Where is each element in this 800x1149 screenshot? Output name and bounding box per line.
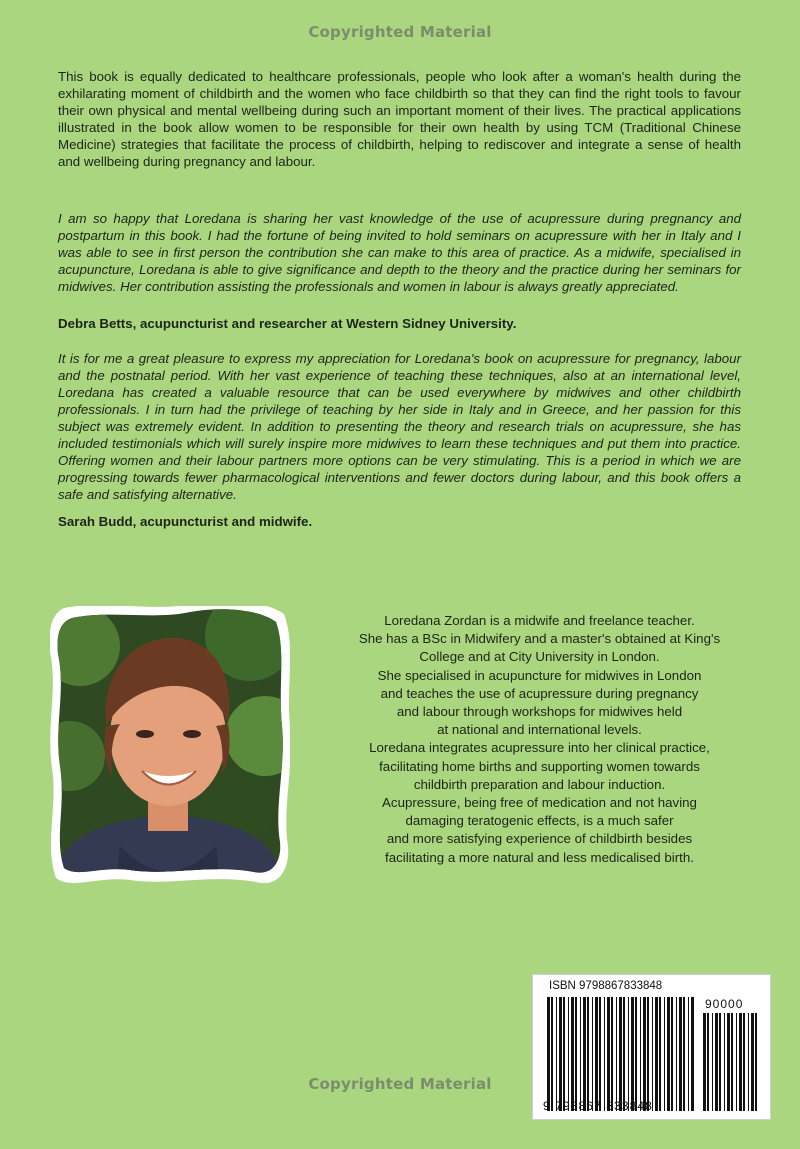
bio-line: She specialised in acupuncture for midwives in London — [377, 667, 702, 683]
barcode-number: 9 798867 833848 — [543, 1099, 653, 1113]
barcode-bar — [647, 997, 649, 1111]
barcode-bar — [676, 997, 677, 1111]
barcode-bar — [748, 1013, 749, 1111]
barcode-bar — [659, 997, 661, 1111]
bio-line: She has a BSc in Midwifery and a master's obtained at King's — [358, 631, 721, 647]
barcode-bar — [556, 997, 557, 1111]
barcode-bar — [571, 997, 574, 1111]
barcode-bar — [623, 997, 625, 1111]
barcode-bar — [616, 997, 617, 1111]
barcode-bar — [640, 997, 641, 1111]
barcode-bar — [739, 1013, 742, 1111]
testimonial-2-author: Sarah Budd, acupuncturist and midwife. — [58, 514, 313, 529]
barcode-bar — [599, 997, 601, 1111]
bio-line: Loredana integrates acupressure into her clinical practice, — [369, 740, 710, 756]
bio-line: at national and international levels. — [437, 722, 642, 738]
barcode-bar — [568, 997, 569, 1111]
barcode-bar — [755, 1013, 757, 1111]
intro-paragraph: This book is equally dedicated to healthcare professionals, people who look after a woman's health during the exhilarating moment of childbirth and the women who face childbirth so that they can find the right tools to favour their own physical and mental wellbeing during such an important moment of their lives. The practical applications illustrated in the book allow women to be responsible for their own health by using TCM (Traditional Chinese Medicine) strategies that facilitate the process of childbirth, helping to rediscover and integrate a sense of health and wellbeing during pregnancy and labour. — [58, 69, 741, 169]
barcode-bar — [583, 997, 586, 1111]
barcode-bar — [592, 997, 593, 1111]
barcode-bar — [683, 997, 685, 1111]
barcode-bar — [707, 1013, 709, 1111]
bio-line: College and at City University in London. — [419, 649, 660, 665]
barcode-bar — [547, 997, 550, 1111]
bio-line: facilitating home births and supporting women towards — [379, 758, 700, 774]
barcode-bar — [691, 997, 694, 1111]
barcode-bar — [751, 1013, 754, 1111]
barcode-bar — [643, 997, 646, 1111]
barcode-bar — [715, 1013, 718, 1111]
barcode-bar — [604, 997, 605, 1111]
isbn-label: ISBN 9798867833848 — [549, 980, 663, 992]
barcode-bar — [575, 997, 577, 1111]
bio-line: facilitating a more natural and less medicalised birth. — [385, 849, 694, 865]
barcode-bar — [587, 997, 589, 1111]
barcode-bar — [635, 997, 637, 1111]
watermark-bottom: Copyrighted Material — [308, 1075, 492, 1093]
barcode-bar — [724, 1013, 725, 1111]
isbn-barcode — [532, 974, 771, 1120]
barcode-bar — [719, 1013, 721, 1111]
bio-line: Loredana Zordan is a midwife and freelance teacher. — [384, 613, 695, 628]
barcode-bar — [595, 997, 598, 1111]
bio-line: childbirth preparation and labour induction. — [413, 776, 666, 792]
bio-line: damaging teratogenic effects, is a much safer — [405, 813, 674, 829]
barcode-bar — [611, 997, 613, 1111]
barcode-bar — [712, 1013, 713, 1111]
barcode-bar — [563, 997, 565, 1111]
bio-line: Acupressure, being free of medication and not having — [382, 795, 697, 811]
barcode-bar — [628, 997, 629, 1111]
barcode-bar — [664, 997, 665, 1111]
bio-line: and more satisfying experience of childbirth besides — [386, 831, 693, 847]
barcode-bar — [727, 1013, 730, 1111]
author-bio — [312, 612, 767, 867]
barcode-bar — [671, 997, 673, 1111]
bio-line: and teaches the use of acupressure during pregnancy — [380, 685, 699, 701]
barcode-bar — [619, 997, 622, 1111]
barcode-bar — [631, 997, 634, 1111]
barcode-addon-number: 90000 — [705, 997, 744, 1011]
barcode-bar — [703, 1013, 706, 1111]
barcode-bar — [688, 997, 689, 1111]
barcode-bar — [652, 997, 653, 1111]
barcode-bar — [679, 997, 682, 1111]
testimonial-1-text: I am so happy that Loredana is sharing her vast knowledge of the use of acupressure during pregnancy and postpartum in this book. I had the fortune of being invited to hold seminars on acupressure with her in Italy and I was able to see in first person the contribution she can make to this area of practice. As a midwife, specialised in acupuncture, Loredana is able to give significance and depth to the theory and the practice during her seminars for midwives. Her contribution assisting the professionals and women in labour is always greatly appreciated. — [58, 211, 741, 294]
bio-line: and labour through workshops for midwives held — [396, 704, 683, 720]
barcode-bar — [743, 1013, 745, 1111]
testimonial-2-text: It is for me a great pleasure to express my appreciation for Loredana's book on acupressure for pregnancy, labour and the postnatal period. With her vast experience of teaching these techniques, also at an international level, Loredana has created a valuable resource that can be used everywhere by midwives and other childbirth professionals. I in turn had the privilege of teaching by her side in Italy and in Greece, and her passion for this subject was extremely evident. In addition to presenting the theory and research trials on acupressure, she has included testimonials which will surely inspire more midwives to learn these techniques and put them into practice. Offering women and their labour partners more options can be very stimulating. This is a period in which we are progressing towards fewer pharmacological interventions and fewer doctors during labour, and this book offers a safe and satisfying alternative. — [58, 351, 741, 502]
barcode-bar — [559, 997, 562, 1111]
barcode-bar — [551, 997, 553, 1111]
barcode-bar — [736, 1013, 737, 1111]
barcode-bar — [607, 997, 610, 1111]
author-photo — [50, 606, 290, 888]
testimonial-1-author: Debra Betts, acupuncturist and researcher at Western Sidney University. — [58, 316, 517, 331]
barcode-bar — [655, 997, 658, 1111]
barcode-bar — [731, 1013, 733, 1111]
barcode-bar — [667, 997, 670, 1111]
watermark-top: Copyrighted Material — [308, 23, 492, 41]
barcode-bar — [580, 997, 581, 1111]
